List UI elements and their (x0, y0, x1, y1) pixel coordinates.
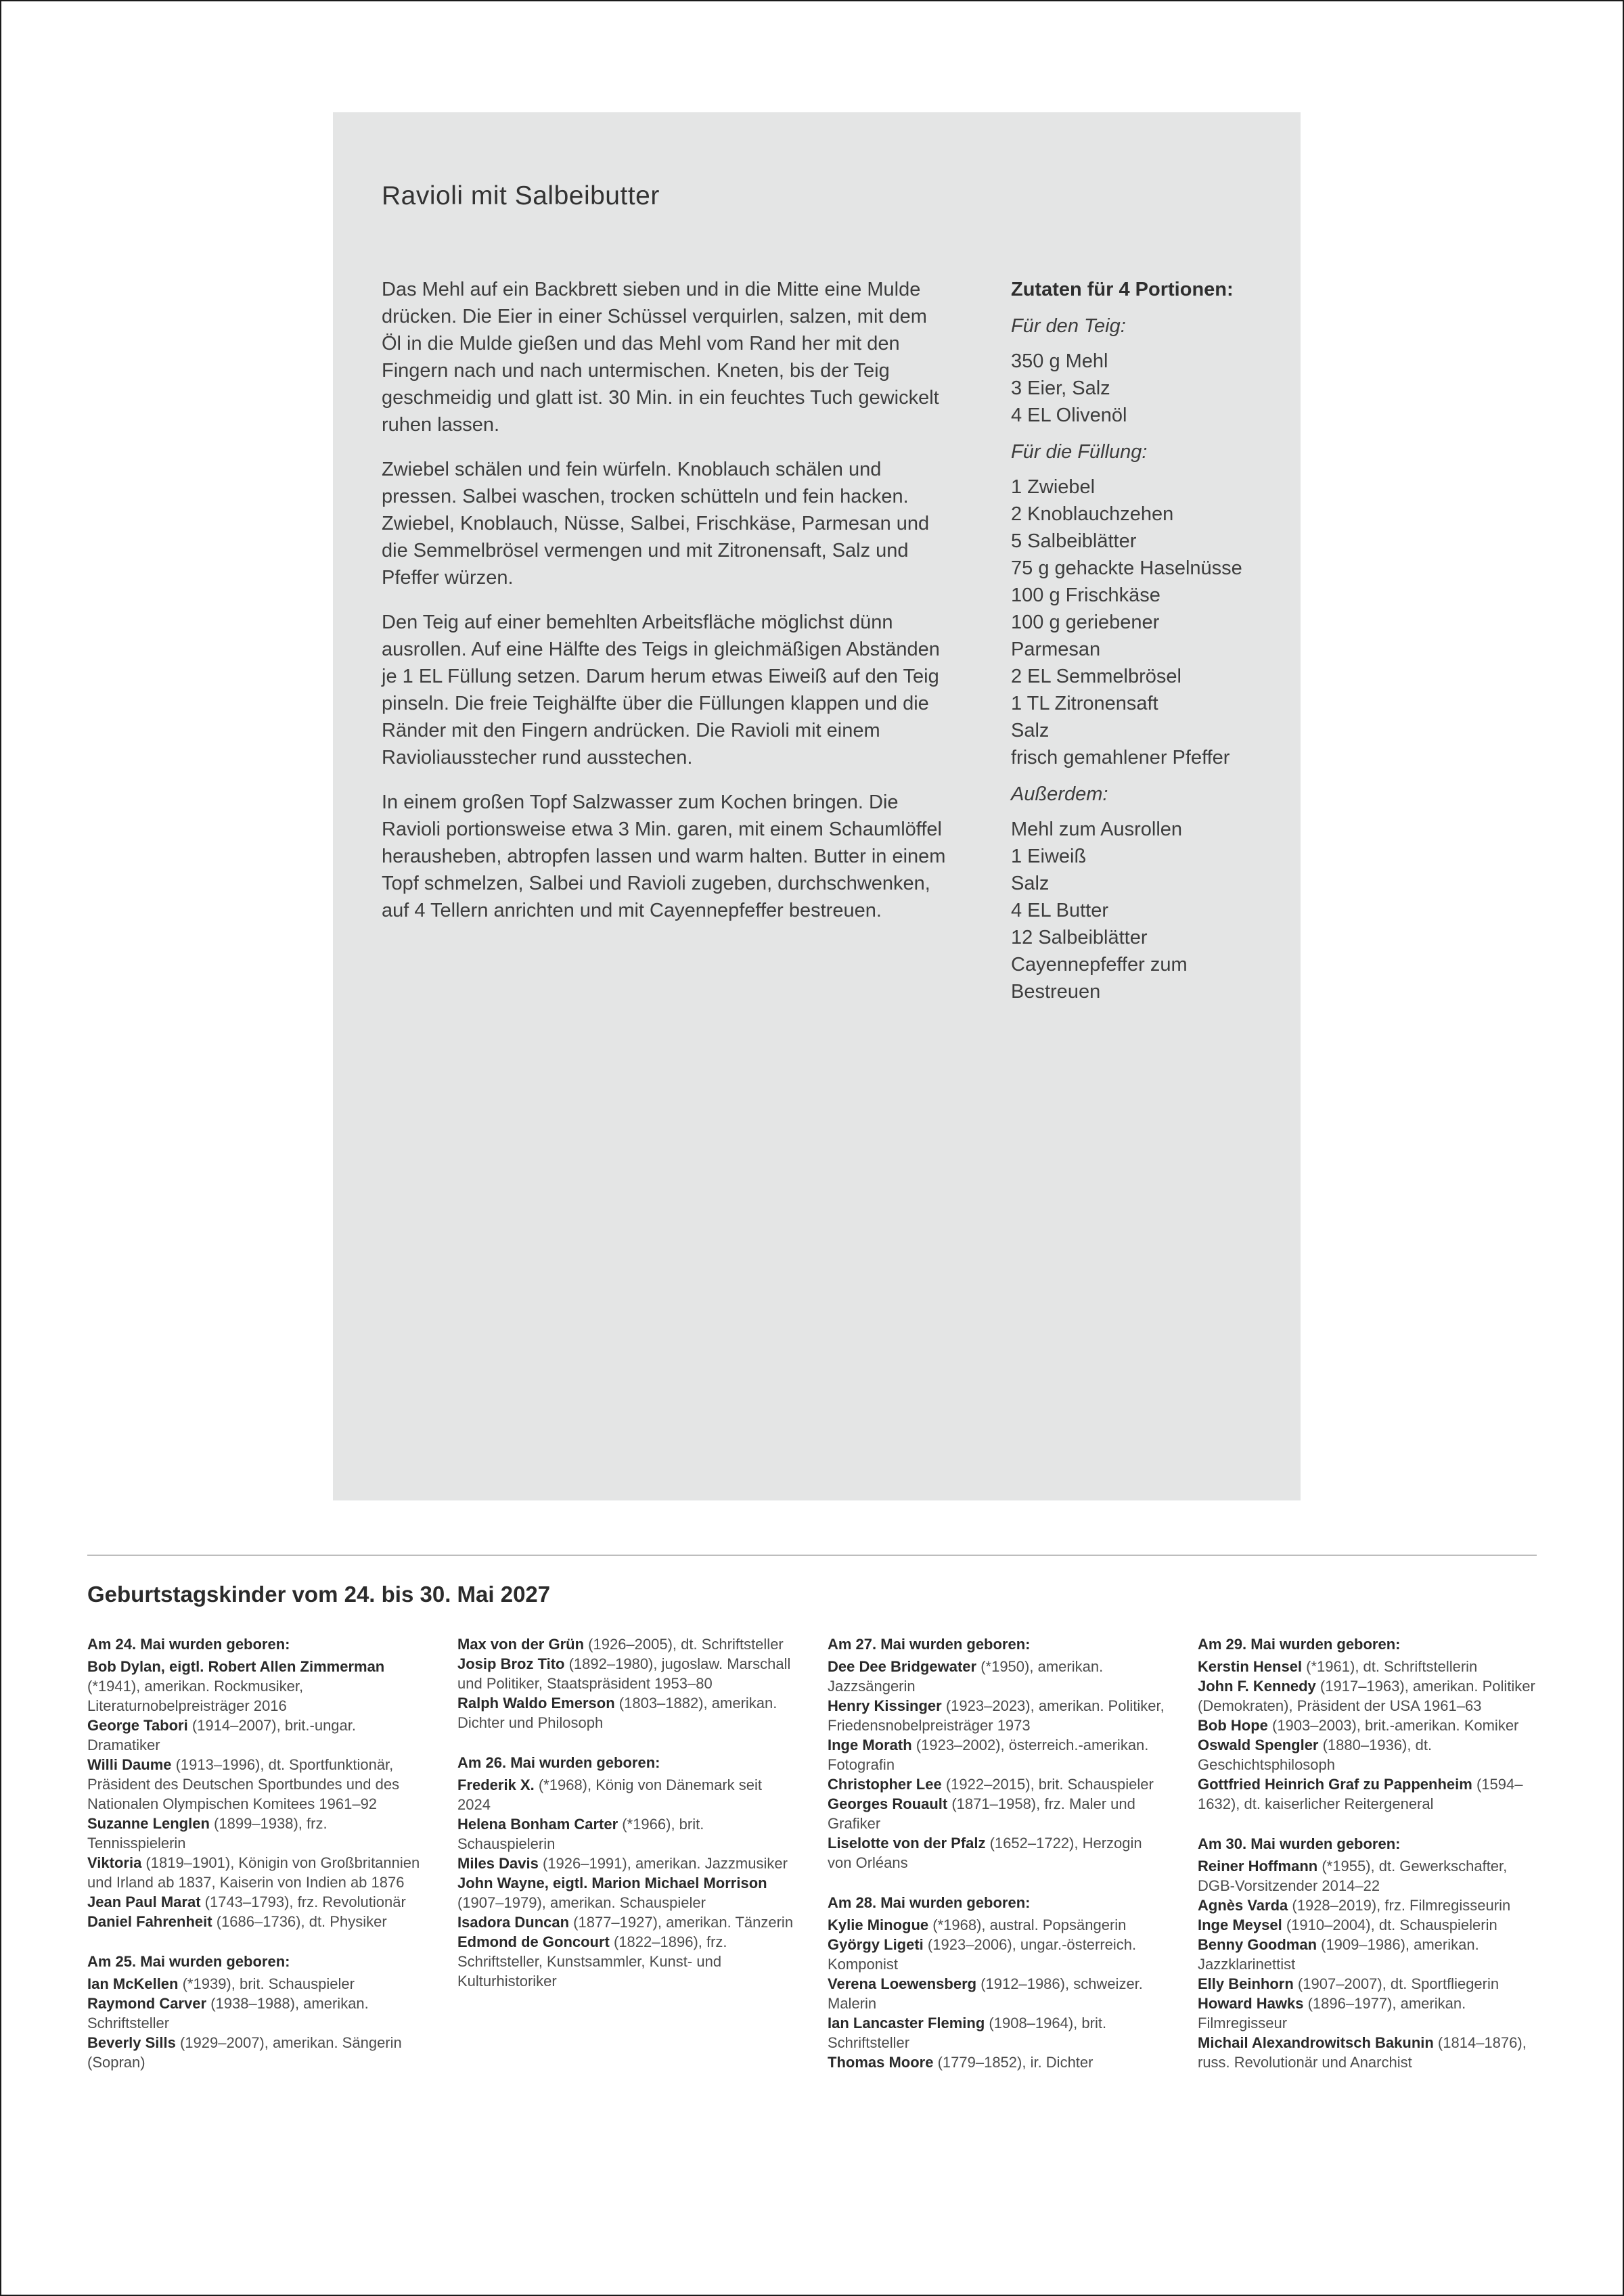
birthday-entry (1198, 1915, 1539, 1935)
person-detail: (*1968), austral. Popsängerin (932, 1916, 1127, 1933)
birthday-columns (87, 1634, 1539, 2072)
ingredient-item: 1 TL Zitronensaft (1011, 693, 1158, 714)
ingredient-item: 5 Salbeiblätter (1011, 530, 1137, 552)
birthday-entry (1198, 1994, 1539, 2033)
birthday-entry (1198, 1774, 1539, 1814)
birthday-entry (828, 1915, 1169, 1935)
ingredient-item: 4 EL Butter (1011, 900, 1109, 921)
person-name: Max von der Grün (457, 1636, 589, 1653)
ingredient-group-label: Außerdem: (1011, 783, 1108, 805)
birthday-entry (87, 1994, 429, 2033)
person-name: Gottfried Heinrich Graf zu Pappenheim (1198, 1776, 1476, 1793)
birthday-entry (87, 1814, 429, 1853)
person-name: Suzanne Lenglen (87, 1815, 215, 1832)
person-name: Liselotte von der Pfalz (828, 1835, 990, 1852)
person-name: Thomas Moore (828, 2054, 938, 2071)
birthday-entry (828, 1696, 1169, 1735)
birthday-entry (828, 1774, 1169, 1794)
person-name: Reiner Hoffmann (1198, 1858, 1322, 1875)
birthday-entry (457, 1873, 799, 1912)
person-detail: (1822–1896), frz. Schriftsteller, Kunstsammler, Kunst- und Kulturhistoriker (457, 1933, 727, 1990)
day-header: Am 30. Mai wurden geboren: (1198, 1835, 1401, 1852)
person-name: Ian Lancaster Fleming (828, 2015, 989, 2031)
person-name: Henry Kissinger (828, 1697, 946, 1714)
person-name: John F. Kennedy (1198, 1678, 1320, 1695)
person-detail: (1819–1901), Königin von Großbritannien und Irland ab 1837, Kaiserin von Indien ab 1876 (87, 1854, 420, 1891)
ingredient-item: 4 EL Olivenöl (1011, 405, 1127, 426)
person-detail: (1908–1964), brit. Schriftsteller (828, 2015, 1107, 2051)
person-detail: (1896–1977), amerikan. Filmregisseur (1198, 1995, 1466, 2031)
birthday-entry (87, 1657, 429, 1716)
ingredient-item: 1 Eiweiß (1011, 846, 1087, 867)
person-detail: (1903–2003), brit.-amerikan. Komiker (1272, 1717, 1519, 1734)
ingredient-item: Cayennepfeffer zum Bestreuen (1011, 954, 1188, 1003)
person-detail: (1877–1927), amerikan. Tänzerin (573, 1914, 794, 1931)
birthday-column (457, 1634, 799, 2072)
person-name: George Tabori (87, 1717, 192, 1734)
birthday-entry (87, 2033, 429, 2072)
birthday-entry (87, 1912, 429, 1931)
day-header: Am 29. Mai wurden geboren: (1198, 1636, 1401, 1653)
recipe-paragraph: Das Mehl auf ein Backbrett sieben und in die Mitte eine Mulde drücken. Die Eier in einer Schüssel verquirlen, salzen, mit dem Öl in die Mulde gießen und das Mehl vom Rand her mit den Fingern nach und nach untermischen. Kneten, bis der Teig geschmeidig und glatt ist. 30 Min. in ein feuchtes Tuch gewickelt ruhen lassen. (382, 279, 939, 436)
recipe-paragraphs (382, 276, 946, 1005)
ingredient-item: 12 Salbeiblätter (1011, 927, 1148, 948)
person-detail: (1926–1991), amerikan. Jazzmusiker (542, 1855, 788, 1872)
section-divider (87, 1555, 1537, 1556)
ingredient-item: 3 Eier, Salz (1011, 377, 1110, 399)
ingredient-item: Salz (1011, 720, 1050, 741)
person-detail: (*1966), brit. Schauspielerin (457, 1816, 704, 1852)
ingredient-item: Mehl zum Ausrollen (1011, 819, 1183, 840)
birthday-entry (1198, 1735, 1539, 1774)
person-name: Isadora Duncan (457, 1914, 574, 1931)
person-name: Georges Rouault (828, 1795, 952, 1812)
ingredients-heading: Zutaten für 4 Portionen: (1011, 279, 1234, 300)
birthday-entry (828, 1657, 1169, 1696)
birthday-column (1198, 1634, 1539, 2072)
birthday-entry (457, 1814, 799, 1854)
ingredient-item: 2 EL Semmelbrösel (1011, 666, 1181, 687)
birthday-entry (828, 1935, 1169, 1974)
recipe-title: Ravioli mit Salbeibutter (382, 181, 660, 210)
person-detail: (1928–2019), frz. Filmregisseurin (1292, 1897, 1511, 1914)
person-name: Bob Dylan, eigtl. Robert Allen Zimmerman (87, 1658, 385, 1675)
person-detail: (1686–1736), dt. Physiker (216, 1913, 387, 1930)
person-name: Inge Morath (828, 1737, 916, 1753)
birthday-entry (1198, 1676, 1539, 1716)
person-name: Kerstin Hensel (1198, 1658, 1307, 1675)
person-name: Viktoria (87, 1854, 146, 1871)
recipe-paragraph: Den Teig auf einer bemehlten Arbeitsfläche möglichst dünn ausrollen. Auf eine Hälfte des Teigs in gleichmäßigen Abständen je 1 EL Füllung setzen. Darum herum etwas Eiweiß auf den Teig pinseln. Die freie Teighälfte über die Füllungen klappen und die Ränder mit den Fingern andrücken. Die Ravioli mit einem Ravioliausstecher rund ausstechen. (382, 612, 940, 768)
ingredients-panel (1011, 276, 1252, 1005)
person-name: Helena Bonham Carter (457, 1816, 623, 1833)
birthday-entry (828, 1794, 1169, 1833)
person-detail: (1913–1996), dt. Sportfunktionär, Präsident des Deutschen Sportbundes und des Nationalen Olympischen Komitees 1961–92 (87, 1756, 400, 1812)
person-name: Josip Broz Tito (457, 1655, 569, 1672)
birthday-entry (1198, 1856, 1539, 1896)
person-detail: (1922–2015), brit. Schauspieler (945, 1776, 1154, 1793)
birthday-entry (828, 1833, 1169, 1873)
person-detail: (1926–2005), dt. Schriftsteller (588, 1636, 784, 1653)
person-detail: (*1961), dt. Schriftstellerin (1306, 1658, 1478, 1675)
person-detail: (1907–1979), amerikan. Schauspieler (457, 1894, 706, 1911)
birthday-entry (87, 1853, 429, 1892)
person-detail: (1938–1988), amerikan. Schriftsteller (87, 1995, 369, 2031)
birthdays-heading: Geburtstagskinder vom 24. bis 30. Mai 2027 (87, 1582, 551, 1607)
person-name: Kylie Minogue (828, 1916, 933, 1933)
recipe-card (333, 112, 1301, 1500)
birthday-column (87, 1634, 429, 2072)
recipe-body (382, 276, 1252, 1005)
person-name: György Ligeti (828, 1936, 928, 1953)
person-name: Dee Dee Bridgewater (828, 1658, 981, 1675)
birthday-column (828, 1634, 1169, 2072)
recipe-paragraph: In einem großen Topf Salzwasser zum Kochen bringen. Die Ravioli portionsweise etwa 3 Min. garen, mit einem Schaumlöffel herausheben, abtropfen lassen und warm halten. Butter in einem Topf schmelzen, Salbei und Ravioli zugeben, durchschwenken, auf 4 Tellern anrichten und mit Cayennepfeffer bestreuen. (382, 791, 946, 921)
birthday-entry (87, 1974, 429, 1994)
ingredient-item: 2 Knoblauchzehen (1011, 503, 1174, 525)
person-name: Edmond de Goncourt (457, 1933, 614, 1950)
person-name: Jean Paul Marat (87, 1893, 205, 1910)
person-detail: (1779–1852), ir. Dichter (937, 2054, 1093, 2071)
ingredient-item: frisch gemahlener Pfeffer (1011, 747, 1230, 768)
birthday-entry (1198, 1896, 1539, 1915)
person-detail: (1923–2002), österreich.-amerikan. Fotografin (828, 1737, 1149, 1773)
person-detail: (1912–1986), schweizer. Malerin (828, 1975, 1143, 2012)
person-name: Beverly Sills (87, 2034, 180, 2051)
ingredient-item: 1 Zwiebel (1011, 476, 1096, 498)
person-detail: (1910–2004), dt. Schauspielerin (1286, 1916, 1497, 1933)
person-name: Frederik X. (457, 1776, 539, 1793)
birthday-entry (1198, 1935, 1539, 1974)
person-detail: (1814–1876), russ. Revolutionär und Anarchist (1198, 2034, 1527, 2071)
birthday-entry (457, 1854, 799, 1873)
ingredient-group-label: Für die Füllung: (1011, 441, 1148, 463)
birthday-entry (87, 1716, 429, 1755)
person-detail: (1923–2023), amerikan. Politiker, Friedensnobelpreisträger 1973 (828, 1697, 1165, 1734)
person-detail: (1892–1980), jugoslaw. Marschall und Politiker, Staatspräsident 1953–80 (457, 1655, 791, 1692)
person-detail: (1594–1632), dt. kaiserlicher Reitergeneral (1198, 1776, 1523, 1812)
person-detail: (1914–2007), brit.-ungar. Dramatiker (87, 1717, 357, 1753)
ingredient-item: 350 g Mehl (1011, 350, 1108, 372)
birthday-entry (457, 1912, 799, 1932)
birthday-entry (457, 1654, 799, 1693)
ingredient-item: 100 g Frischkäse (1011, 584, 1160, 606)
person-detail: (1929–2007), amerikan. Sängerin (Sopran) (87, 2034, 402, 2071)
ingredient-item: 100 g geriebener Parmesan (1011, 612, 1160, 660)
person-name: John Wayne, eigtl. Marion Michael Morrison (457, 1875, 767, 1891)
birthday-entry (828, 1735, 1169, 1774)
day-header: Am 28. Mai wurden geboren: (828, 1894, 1031, 1911)
day-header: Am 24. Mai wurden geboren: (87, 1636, 290, 1653)
person-detail: (*1939), brit. Schauspieler (182, 1975, 355, 1992)
person-name: Miles Davis (457, 1855, 543, 1872)
person-name: Raymond Carver (87, 1995, 211, 2012)
person-name: Daniel Fahrenheit (87, 1913, 217, 1930)
birthday-entry (828, 1974, 1169, 2013)
person-name: Elly Beinhorn (1198, 1975, 1298, 1992)
person-detail: (1743–1793), frz. Revolutionär (204, 1893, 406, 1910)
person-name: Michail Alexandrowitsch Bakunin (1198, 2034, 1438, 2051)
birthday-entry (828, 2013, 1169, 2052)
person-name: Agnès Varda (1198, 1897, 1292, 1914)
person-name: Howard Hawks (1198, 1995, 1308, 2012)
person-detail: (*1950), amerikan. Jazzsängerin (828, 1658, 1104, 1695)
ingredients-groups (1011, 313, 1252, 1005)
person-detail: (1803–1882), amerikan. Dichter und Philosoph (457, 1695, 777, 1731)
birthday-entry (457, 1693, 799, 1732)
person-detail: (*1968), König von Dänemark seit 2024 (457, 1776, 763, 1813)
birthdays-section (87, 1582, 1539, 2072)
person-detail: (1909–1986), amerikan. Jazzklarinettist (1198, 1936, 1479, 1973)
person-detail: (1899–1938), frz. Tennisspielerin (87, 1815, 328, 1852)
birthday-entry (457, 1634, 799, 1654)
person-name: Bob Hope (1198, 1717, 1272, 1734)
person-detail: (1652–1722), Herzogin von Orléans (828, 1835, 1142, 1871)
day-header: Am 26. Mai wurden geboren: (457, 1754, 660, 1771)
birthday-entry (1198, 1716, 1539, 1735)
person-detail: (*1941), amerikan. Rockmusiker, Literaturnobelpreisträger 2016 (87, 1678, 304, 1714)
person-name: Christopher Lee (828, 1776, 946, 1793)
person-name: Verena Loewensberg (828, 1975, 981, 1992)
ingredient-group-label: Für den Teig: (1011, 315, 1126, 337)
recipe-paragraph: Zwiebel schälen und fein würfeln. Knoblauch schälen und pressen. Salbei waschen, trocken schütteln und fein hacken. Zwiebel, Knoblauch, Nüsse, Salbei, Frischkäse, Parmesan und die Semmelbrösel vermengen und mit Zitronensaft, Salz und Pfeffer würzen. (382, 459, 930, 589)
birthday-entry (828, 2052, 1169, 2072)
person-name: Oswald Spengler (1198, 1737, 1323, 1753)
person-detail: (1917–1963), amerikan. Politiker (Demokraten), Präsident der USA 1961–63 (1198, 1678, 1535, 1714)
birthday-entry (87, 1892, 429, 1912)
birthday-entry (1198, 1974, 1539, 1994)
ingredient-item: 75 g gehackte Haselnüsse (1011, 557, 1242, 579)
person-name: Inge Meysel (1198, 1916, 1286, 1933)
day-header: Am 25. Mai wurden geboren: (87, 1953, 290, 1970)
person-detail: (*1955), dt. Gewerkschafter, DGB-Vorsitzender 2014–22 (1198, 1858, 1508, 1894)
person-detail: (1907–2007), dt. Sportfliegerin (1297, 1975, 1499, 1992)
birthday-entry (87, 1755, 429, 1814)
day-header: Am 27. Mai wurden geboren: (828, 1636, 1031, 1653)
birthday-entry (457, 1932, 799, 1991)
birthday-entry (457, 1775, 799, 1814)
ingredient-item: Salz (1011, 873, 1050, 894)
person-detail: (1871–1958), frz. Maler und Grafiker (828, 1795, 1135, 1832)
person-name: Willi Daume (87, 1756, 176, 1773)
person-name: Ralph Waldo Emerson (457, 1695, 619, 1712)
person-name: Ian McKellen (87, 1975, 183, 1992)
person-name: Benny Goodman (1198, 1936, 1322, 1953)
person-detail: (1880–1936), dt. Geschichtsphilosoph (1198, 1737, 1433, 1773)
person-detail: (1923–2006), ungar.-österreich. Komponist (828, 1936, 1137, 1973)
birthday-entry (1198, 1657, 1539, 1676)
birthday-entry (1198, 2033, 1539, 2072)
